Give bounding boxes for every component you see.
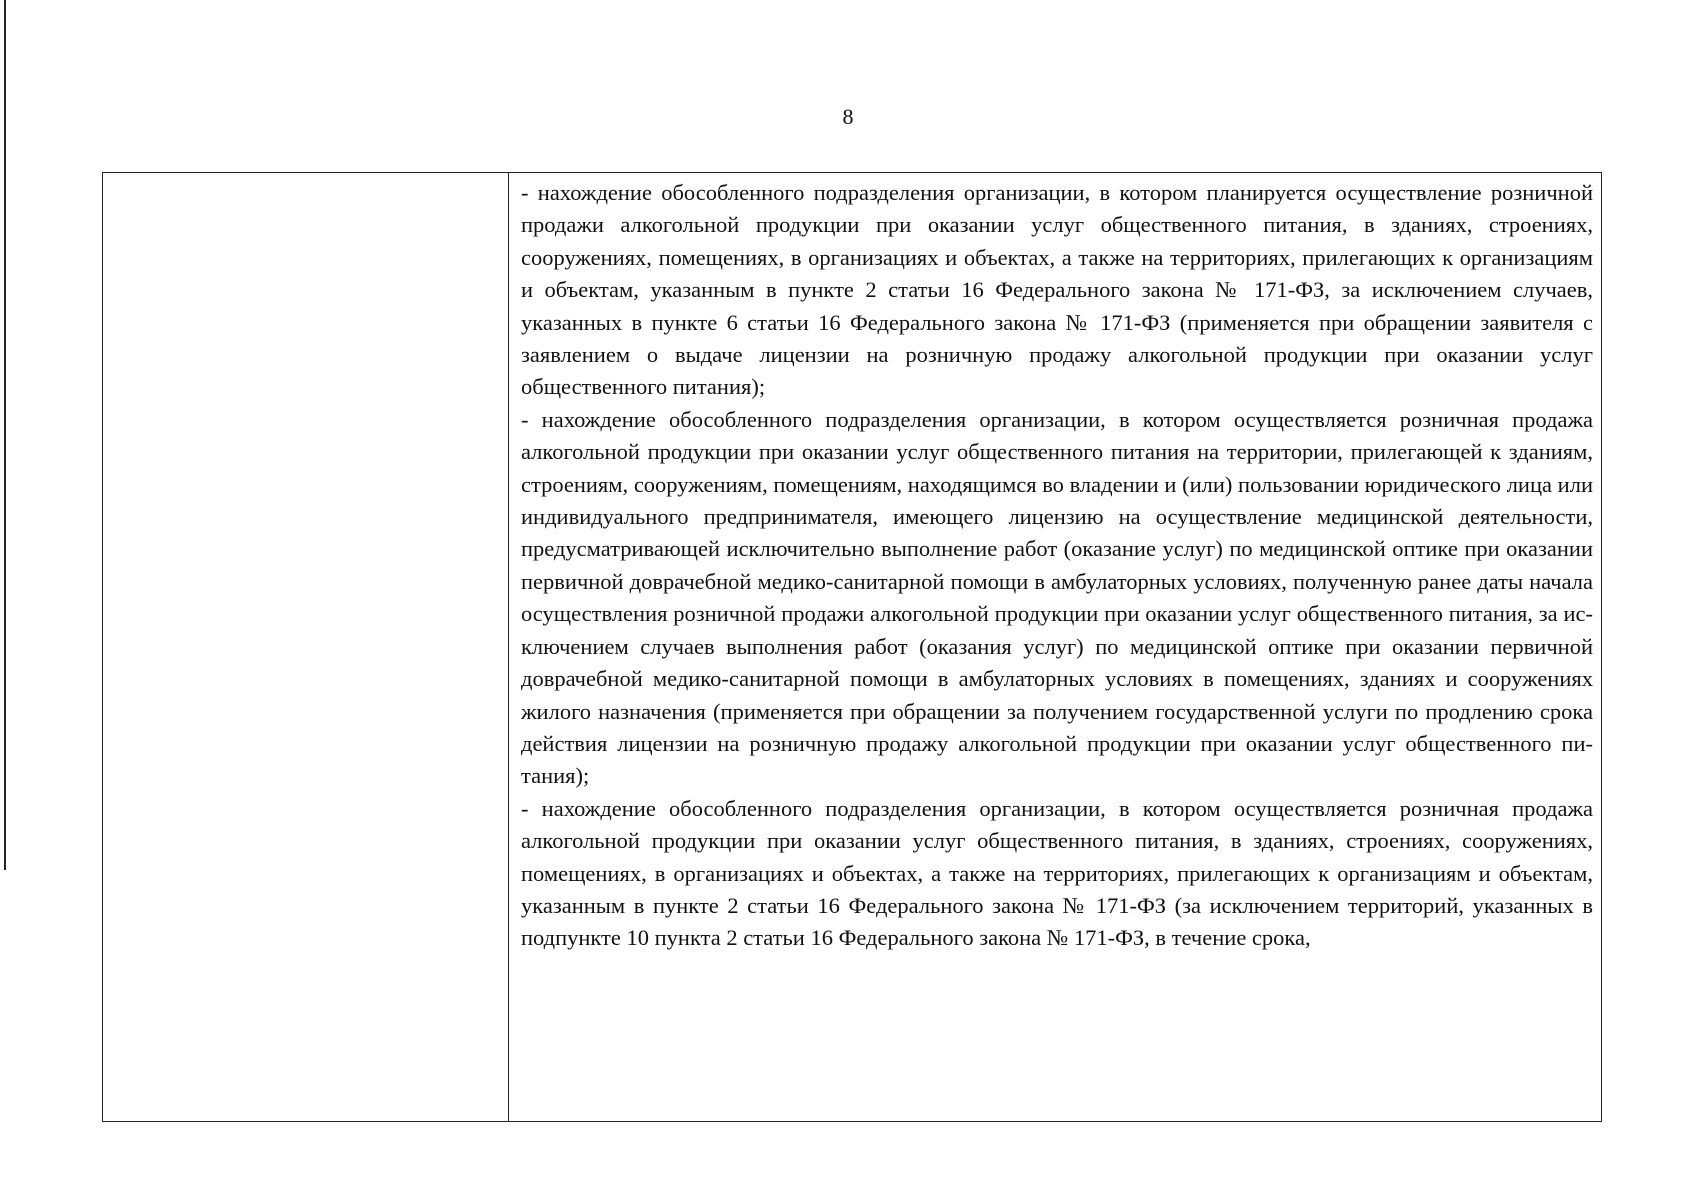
table-row [103, 173, 1602, 1122]
paragraph-3: - нахождение обособленного подразделения организации, в котором осуществляется розничная продажа алкогольной продукции при оказании услуг общественного питания, в зданиях, строениях, сооружениях, помещениях, в организациях и объектах, а также на территориях, прилегающих к организациям и объектам, указанным в пункте 2 статьи 16 Федерального закона № 171-ФЗ (за исключением территорий, указанных в подпункте 10 пункта 2 статьи 16 Федерального закона № 171-ФЗ, в течение срока, [521, 795, 1593, 951]
paragraph-1: - нахождение обособленного подразделения организации, в котором планируется осуществление розничной продажи алкогольной продукции при оказании услуг общественного питания, в зданиях, строениях, сооружениях, помещениях, в организациях и объектах, а также на территориях, прилегающих к организациям и объектам, указанным в пункте 2 статьи 16 Федерального закона № 171-ФЗ, за исключением случаев, указанных в пункте 6 статьи 16 Федерального закона № 171-ФЗ (применяется при обращении заявителя с заявлением о выдаче лицензии на розничную продажу алкогольной продукции при оказании услуг общественного питания); [521, 180, 1593, 400]
document-table [102, 172, 1602, 1122]
scan-edge-line [4, 0, 6, 870]
table-cell-left [103, 173, 509, 1122]
paragraph-2: - нахождение обособленного подразделения организации, в котором осуществляется розничная продажа алкогольной продукции при оказании услуг общественного питания на территории, прилегающей к зданиям, строениям, сооружениям, помещениям, находящимся во владении и (или) пользовании юридического лица или индивидуального предпринимателя, имеющего лицензию на осуществление медицинской деятельности, предусматривающей исключительно выполнение работ (оказание услуг) по медицинской оптике при оказании первичной доврачебной медико-санитарной помощи в амбулаторных условиях, полученную ранее даты начала осуществления розничной продажи алкогольной продукции при оказании услуг общественного питания, за исключением случаев выполнения работ (оказания услуг) по медицинской оптике при оказании первичной доврачебной медико-санитарной помощи в амбулаторных условиях в помещениях, зданиях и сооружениях жилого назначения (применяется при обращении за получением государственной услуги по продлению срока действия лицензии на розничную продажу алкогольной продукции при оказании услуг общественного питания); [521, 406, 1593, 789]
table-cell-right [509, 173, 1602, 1122]
cell-text [509, 173, 1601, 955]
page-number: 8 [842, 104, 854, 129]
